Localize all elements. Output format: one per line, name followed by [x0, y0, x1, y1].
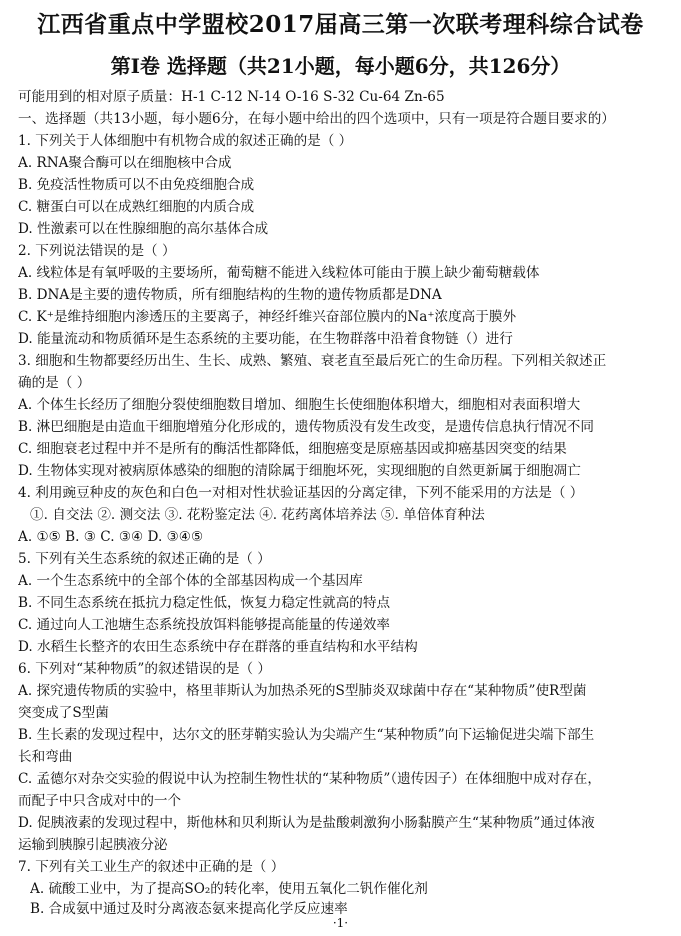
q5-option-c: C. 通过向人工池塘生态系统投放饵料能够提高能量的传递效率 — [18, 617, 390, 633]
q1-option-a: A. RNA聚合酶可以在细胞核中合成 — [18, 155, 232, 171]
question-5-stem: 5. 下列有关生态系统的叙述正确的是（ ） — [18, 551, 271, 567]
question-7-stem: 7. 下列有关工业生产的叙述中正确的是（ ） — [18, 859, 285, 875]
q3-option-d: D. 生物体实现对被病原体感染的细胞的清除属于细胞坏死，实现细胞的自然更新属于细胞凋亡 — [18, 463, 581, 479]
q2-option-a: A. 线粒体是有氧呼吸的主要场所，葡萄糖不能进入线粒体可能由于膜上缺少葡萄糖载体 — [18, 265, 540, 281]
q5-option-a: A. 一个生态系统中的全部个体的全部基因构成一个基因库 — [18, 573, 363, 589]
q6-option-a-cont: 突变成了S型菌 — [18, 705, 109, 721]
q4-method-list: ①. 自交法 ②. 测交法 ③. 花粉鉴定法 ④. 花药离体培养法 ⑤. 单倍体育种法 — [30, 507, 485, 523]
q2-option-d: D. 能量流动和物质循环是生态系统的主要功能，在生物群落中沿着食物链（）进行 — [18, 331, 513, 347]
q3-option-b: B. 淋巴细胞是由造血干细胞增殖分化形成的，遗传物质没有发生改变，是遗传信息执行情况不同 — [18, 419, 594, 435]
q5-option-d: D. 水稻生长整齐的农田生态系统中存在群落的垂直结构和水平结构 — [18, 639, 418, 655]
q2-option-b: B. DNA是主要的遗传物质，所有细胞结构的生物的遗传物质都是DNA — [18, 287, 442, 303]
q4-options: A. ①⑤ B. ③ C. ③④ D. ③④⑤ — [18, 529, 204, 545]
q6-option-a: A. 探究遗传物质的实验中，格里菲斯认为加热杀死的S型肺炎双球菌中存在“某种物质”使R型菌 — [18, 683, 587, 699]
q3-option-a: A. 个体生长经历了细胞分裂使细胞数目增加、细胞生长使细胞体积增大，细胞相对表面积增大 — [18, 397, 581, 413]
question-4-stem: 4. 利用豌豆种皮的灰色和白色一对相对性状验证基因的分离定律，下列不能采用的方法是（ ） — [18, 485, 584, 501]
q6-option-c: C. 孟德尔对杂交实验的假说中认为控制生物性状的“某种物质”（遗传因子）在体细胞中成对存在， — [18, 771, 601, 787]
section-title: 第Ⅰ卷 选择题（共21小题，每小题6分，共126分） — [110, 54, 571, 78]
question-6-stem: 6. 下列对“某种物质”的叙述错误的是（ ） — [18, 661, 272, 677]
question-1-stem: 1. 下列关于人体细胞中有机物合成的叙述正确的是（ ） — [18, 133, 353, 149]
question-3-stem: 3. 细胞和生物都要经历出生、生长、成熟、繁殖、衰老直至最后死亡的生命历程。下列相关叙述正 — [18, 353, 607, 369]
q7-option-b: B. 合成氨中通过及时分离液态氨来提高化学反应速率 — [30, 901, 348, 917]
exam-title: 江西省重点中学盟校2017届高三第一次联考理科综合试卷 — [37, 11, 644, 38]
q6-option-c-cont: 而配子中只含成对中的一个 — [18, 793, 182, 809]
q7-option-a: A. 硫酸工业中，为了提高SO₂的转化率，使用五氧化二钒作催化剂 — [30, 881, 428, 897]
q3-option-c: C. 细胞衰老过程中并不是所有的酶活性都降低，细胞癌变是原癌基因或抑癌基因突变的结果 — [18, 441, 567, 457]
question-3-stem-cont: 确的是（ ） — [18, 375, 91, 391]
q1-option-b: B. 免疫活性物质可以不由免疫细胞合成 — [18, 177, 255, 193]
q1-option-d: D. 性激素可以在性腺细胞的高尔基体合成 — [18, 221, 269, 237]
q2-option-c: C. K⁺是维持细胞内渗透压的主要离子，神经纤维兴奋部位膜内的Na⁺浓度高于膜外 — [18, 309, 517, 325]
q5-option-b: B. 不同生态系统在抵抗力稳定性低，恢复力稳定性就高的特点 — [18, 595, 391, 611]
q6-option-d-cont: 运输到胰腺引起胰液分泌 — [18, 837, 168, 853]
question-2-stem: 2. 下列说法错误的是（ ） — [18, 243, 176, 259]
section-instruction: 一、选择题（共13小题，每小题6分，在每小题中给出的四个选项中，只有一项是符合题目要求的） — [18, 111, 615, 127]
page-number: ·1· — [332, 916, 349, 930]
q6-option-d: D. 促胰液素的发现过程中，斯他林和贝利斯认为是盐酸刺激狗小肠黏膜产生“某种物质”通过体液 — [18, 815, 595, 831]
atomic-mass-line: 可能用到的相对原子质量：H-1 C-12 N-14 O-16 S-32 Cu-64 Zn-65 — [18, 89, 445, 105]
q1-option-c: C. 糖蛋白可以在成熟红细胞的内质合成 — [18, 199, 255, 215]
q6-option-b-cont: 长和弯曲 — [18, 749, 73, 765]
q6-option-b: B. 生长素的发现过程中，达尔文的胚芽鞘实验认为尖端产生“某种物质”向下运输促进尖端下部生 — [18, 727, 595, 743]
